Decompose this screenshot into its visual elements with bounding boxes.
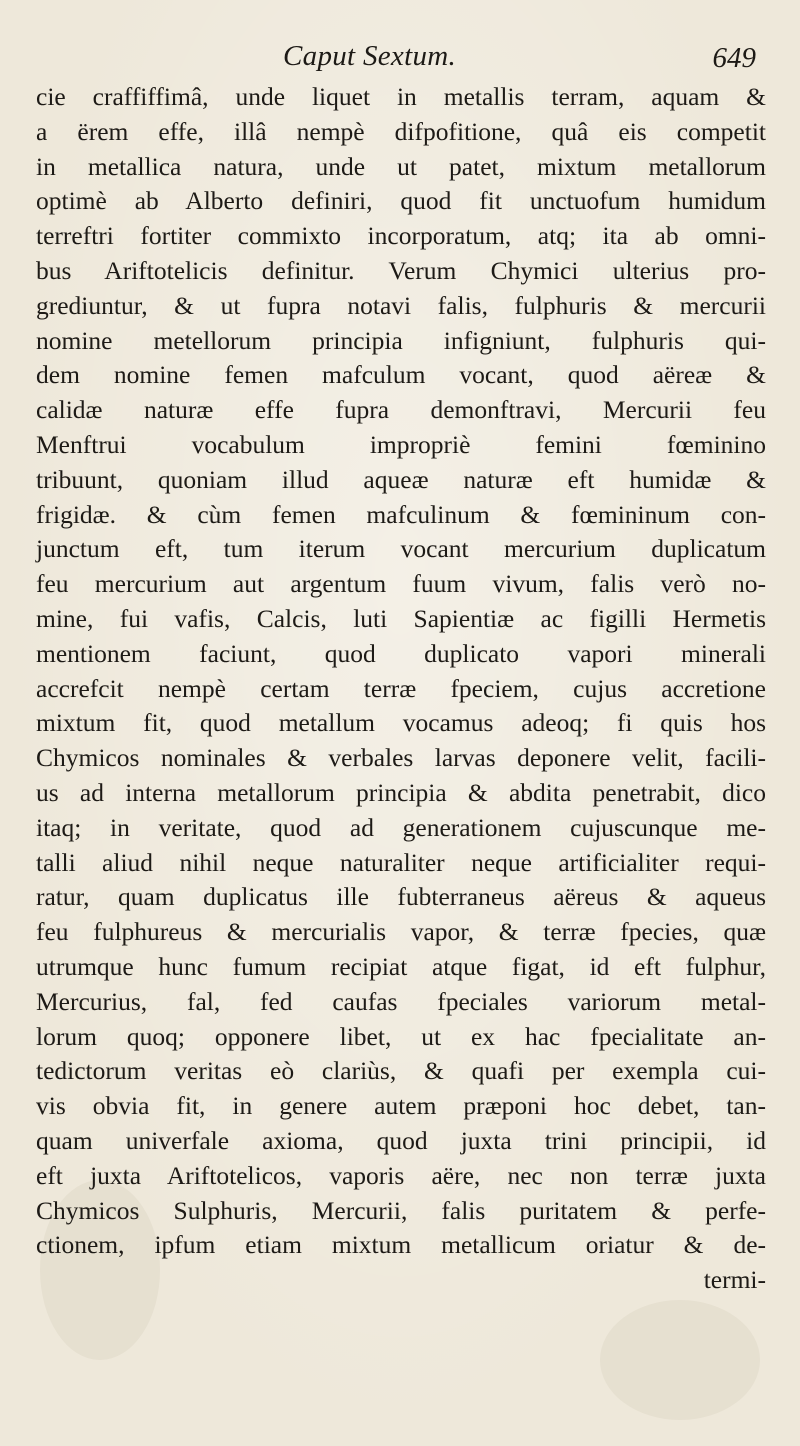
text-line: itaq; in veritate, quod ad generationem cujuscunque me- (36, 812, 766, 842)
text-line: feu fulphureus & mercurialis vapor, & terræ fpecies, quæ (36, 917, 766, 947)
text-line: a ërem effe, illâ nempè difpofitione, quâ eis competit (36, 116, 766, 146)
text-line: ctionem, ipfum etiam mixtum metallicum oriatur & de- (36, 1230, 766, 1260)
text-line: vis obvia fit, in genere autem præponi hoc debet, tan- (36, 1091, 766, 1121)
text-line: bus Ariftotelicis definitur. Verum Chymici ulterius pro- (36, 255, 766, 285)
text-line: optimè ab Alberto definiri, quod fit unctuofum humidum (36, 186, 766, 216)
text-line: grediuntur, & ut fupra notavi falis, fulphuris & mercurii (36, 290, 766, 320)
text-line: us ad interna metallorum principia & abdita penetrabit, dico (36, 777, 766, 807)
text-line: tedictorum veritas eò clariùs, & quafi per exempla cui- (36, 1056, 766, 1086)
text-line: mine, fui vafis, Calcis, luti Sapientiæ ac figilli Hermetis (36, 603, 766, 633)
text-line: Chymicos Sulphuris, Mercurii, falis puritatem & perfe- (36, 1195, 766, 1225)
page-header (0, 40, 800, 84)
text-line: mixtum fit, quod metallum vocamus adeoq; fi quis hos (36, 708, 766, 738)
text-line: Mercurius, fal, fed caufas fpeciales variorum metal- (36, 986, 766, 1016)
text-line: eft juxta Ariftotelicos, vaporis aëre, nec non terræ juxta (36, 1160, 766, 1190)
text-line: talli aliud nihil neque naturaliter neque artificialiter requi- (36, 847, 766, 877)
text-line: in metallica natura, unde ut patet, mixtum metallorum (36, 151, 766, 181)
text-line: quam univerfale axioma, quod juxta trini principii, id (36, 1125, 766, 1155)
text-line: terreftri fortiter commixto incorporatum, atq; ita ab omni- (36, 221, 766, 251)
text-line: junctum eft, tum iterum vocant mercurium duplicatum (36, 534, 766, 564)
page-number: 649 (712, 42, 756, 74)
text-line: accrefcit nempè certam terræ fpeciem, cujus accretione (36, 673, 766, 703)
text-line: ratur, quam duplicatus ille fubterraneus aëreus & aqueus (36, 882, 766, 912)
text-line: utrumque hunc fumum recipiat atque figat, id eft fulphur, (36, 951, 766, 981)
catchword: termi- (703, 1265, 766, 1295)
text-line: mentionem faciunt, quod duplicato vapori minerali (36, 638, 766, 668)
text-line: cie craffiffimâ, unde liquet in metallis terram, aquam & (36, 82, 766, 111)
text-line: Menftrui vocabulum impropriè femini fœminino (36, 429, 766, 459)
paper-stain (600, 1300, 760, 1420)
running-title: Caput Sextum. (283, 40, 457, 72)
text-line: dem nomine femen mafculum vocant, quod aëreæ & (36, 360, 766, 390)
text-line: frigidæ. & cùm femen mafculinum & fœmininum con- (36, 499, 766, 529)
text-line: calidæ naturæ effe fupra demonftravi, Mercurii feu (36, 395, 766, 425)
text-line: tribuunt, quoniam illud aqueæ naturæ eft humidæ & (36, 464, 766, 494)
text-line: lorum quoq; opponere libet, ut ex hac fpecialitate an- (36, 1021, 766, 1051)
body-text (36, 80, 766, 1298)
text-line: nomine metellorum principia infigniunt, fulphuris qui- (36, 325, 766, 355)
text-line: feu mercurium aut argentum fuum vivum, falis verò no- (36, 569, 766, 599)
text-line: Chymicos nominales & verbales larvas deponere velit, facili- (36, 743, 766, 773)
